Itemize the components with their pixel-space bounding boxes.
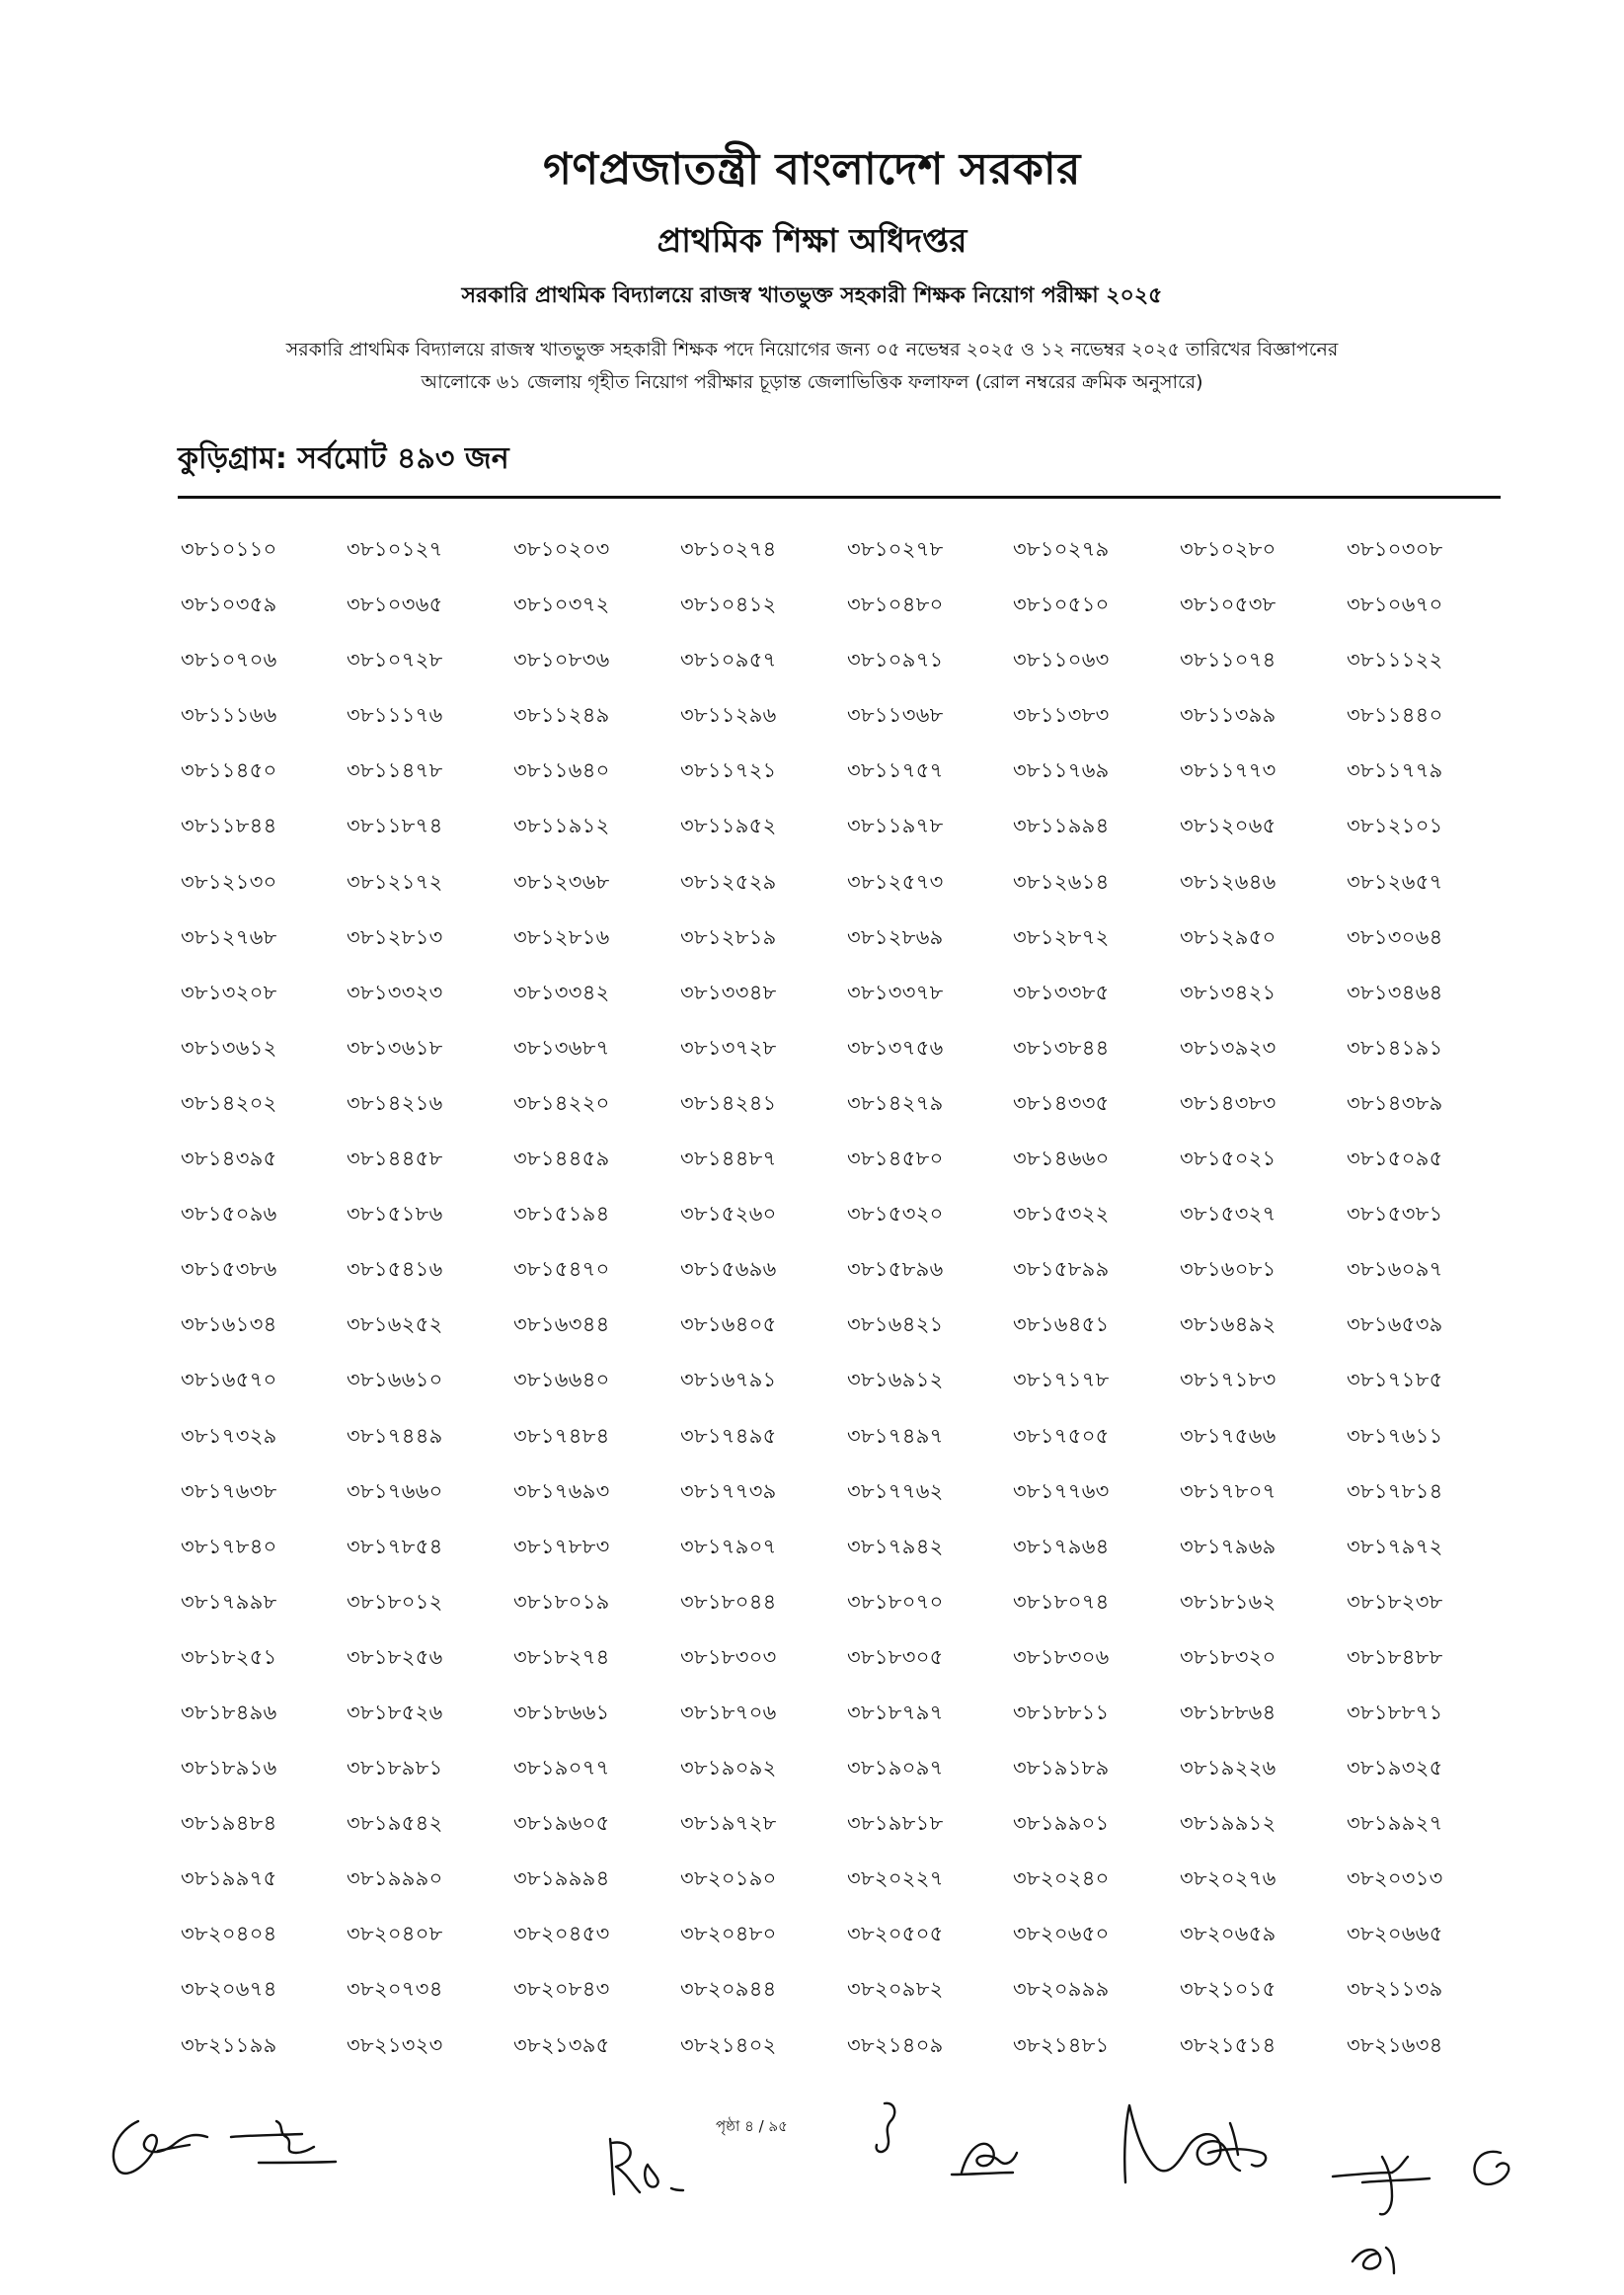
roll-number-cell: ৩৮২০৬৭৪ (181, 1977, 277, 2002)
roll-number-cell: ৩৮১৯১৮৯ (1013, 1756, 1110, 1781)
roll-number-cell: ৩৮১৪৪৮৭ (680, 1147, 777, 1171)
exam-title: সরকারি প্রাথমিক বিদ্যালয়ে রাজস্ব খাতভুক্ত সহকারী শিক্ষক নিয়োগ পরীক্ষা ২০২৫ (461, 283, 1163, 308)
roll-number-cell: ৩৮১৮০৪৪ (680, 1589, 777, 1614)
roll-number-cell: ৩৮১০২৭৯ (1013, 537, 1110, 561)
roll-number-cell: ৩৮১০৩৫৯ (181, 593, 277, 617)
signature-3-icon (602, 2133, 696, 2207)
roll-number-cell: ৩৮১৬২৫২ (347, 1312, 443, 1337)
roll-number-cell: ৩৮১৭৪৪৯ (347, 1423, 443, 1448)
roll-number-cell: ৩৮২১০১৫ (1180, 1977, 1276, 2002)
roll-number-cell: ৩৮১৭৬৬০ (347, 1478, 443, 1503)
roll-number-cell: ৩৮১৯৯০১ (1013, 1811, 1110, 1836)
roll-number-cell: ৩৮১৭৯৬৯ (1180, 1534, 1276, 1558)
roll-number-cell: ৩৮১০১২৭ (347, 537, 443, 561)
roll-number-cell: ৩৮১০৪৮০ (847, 593, 944, 617)
roll-number-cell: ৩৮১১১২২ (1347, 648, 1443, 673)
roll-number-cell: ৩৮১৫৩৮৬ (181, 1257, 277, 1282)
roll-number-cell: ৩৮১৬৯১২ (847, 1368, 944, 1392)
department-title: প্রাথমিক শিক্ষা অধিদপ্তর (657, 221, 967, 260)
notice-line-2: আলোকে ৬১ জেলায় গৃহীত নিয়োগ পরীক্ষার চূড়ান্ত জেলাভিত্তিক ফলাফল (রোল নম্বরের ক্রমিক অনুসারে) (421, 371, 1203, 393)
roll-number-cell: ৩৮১২০৬৫ (1180, 814, 1276, 838)
roll-number-cell: ৩৮১০২৮০ (1180, 537, 1276, 561)
roll-number-cell: ৩৮১৯৮১৮ (847, 1811, 944, 1836)
roll-number-cell: ৩৮১৮৮৭১ (1347, 1700, 1443, 1724)
roll-number-cell: ৩৮১৯২২৬ (1180, 1756, 1276, 1781)
table-row (181, 1198, 1504, 1253)
table-row (181, 866, 1504, 921)
roll-number-cell: ৩৮২০২৪০ (1013, 1866, 1110, 1891)
roll-number-cell: ৩৮২০২২৭ (847, 1866, 944, 1891)
roll-number-cell: ৩৮১৭৯৯৮ (181, 1589, 277, 1614)
roll-number-cell: ৩৮১৬৪৫১ (1013, 1312, 1110, 1337)
table-row (181, 1253, 1504, 1308)
roll-number-cell: ৩৮১৯৯৯৪ (513, 1866, 610, 1891)
roll-number-cell: ৩৮১১৯৯৪ (1013, 814, 1110, 838)
table-row (181, 921, 1504, 977)
roll-number-cell: ৩৮১৪২২০ (513, 1090, 610, 1115)
roll-number-cell: ৩৮১৩৩৪২ (513, 980, 610, 1004)
table-row (181, 1862, 1504, 1918)
roll-number-cell: ৩৮১৭৮৮৩ (513, 1534, 610, 1558)
signature-4-icon (865, 2099, 914, 2164)
roll-number-cell: ৩৮১৬৩৪৪ (513, 1312, 610, 1337)
roll-number-cell: ৩৮১৩৭৫৬ (847, 1035, 944, 1060)
roll-number-cell: ৩৮১৫৮৯৯ (1013, 1257, 1110, 1282)
table-row (181, 644, 1504, 699)
roll-number-cell: ৩৮১৬০৮১ (1180, 1257, 1276, 1282)
roll-number-cell: ৩৮১৩০৬৪ (1347, 924, 1443, 949)
roll-number-cell: ৩৮১৮৩০৫ (847, 1644, 944, 1669)
roll-number-cell: ৩৮১৪৪৫৮ (347, 1147, 443, 1171)
roll-number-cell: ৩৮১৬৫৩৯ (1347, 1312, 1443, 1337)
roll-number-cell: ৩৮১৯৯৭৫ (181, 1866, 277, 1891)
roll-number-cell: ৩৮১৫৩২২ (1013, 1202, 1110, 1227)
roll-number-cell: ৩৮১৭৫৬৬ (1180, 1423, 1276, 1448)
roll-number-cell: ৩৮১১৪৭৮ (347, 758, 443, 783)
roll-number-cell: ৩৮১৩৩৮৫ (1013, 980, 1110, 1004)
roll-number-cell: ৩৮২০৪৫৩ (513, 1922, 610, 1946)
roll-number-cell: ৩৮১৯৯৯০ (347, 1866, 443, 1891)
roll-number-cell: ৩৮১৭৭৩৯ (680, 1478, 777, 1503)
roll-number-cell: ৩৮১০২৭৮ (847, 537, 944, 561)
roll-number-cell: ৩৮১২১৩০ (181, 869, 277, 894)
table-row (181, 1032, 1504, 1087)
roll-number-cell: ৩৮১৬৬১০ (347, 1368, 443, 1392)
roll-number-cell: ৩৮১৩৩৭৮ (847, 980, 944, 1004)
roll-number-cell: ৩৮১১০৬৩ (1013, 648, 1110, 673)
table-row (181, 533, 1504, 589)
roll-number-cell: ৩৮১০৭২৮ (347, 648, 443, 673)
roll-number-cell: ৩৮১২৮১৯ (680, 924, 777, 949)
roll-number-cell: ৩৮১৯৭২৮ (680, 1811, 777, 1836)
roll-number-cell: ৩৮১১৭৭৩ (1180, 758, 1276, 783)
roll-number-cell: ৩৮১২১০১ (1347, 814, 1443, 838)
roll-number-cell: ৩৮২০৯৮২ (847, 1977, 944, 2002)
roll-number-cell: ৩৮১৪২১৬ (347, 1090, 443, 1115)
table-row (181, 1752, 1504, 1807)
table-row (181, 1308, 1504, 1364)
roll-number-cell: ৩৮১০১১০ (181, 537, 277, 561)
roll-number-cell: ৩৮২১৫১৪ (1180, 2032, 1276, 2057)
roll-number-cell: ৩৮১৩৯২৩ (1180, 1035, 1276, 1060)
roll-number-cell: ৩৮১১৯৫২ (680, 814, 777, 838)
table-row (181, 1586, 1504, 1641)
signature-5-icon (948, 2123, 1027, 2182)
notice-text (148, 334, 1476, 399)
roll-number-cell: ৩৮২১৪০২ (680, 2032, 777, 2057)
roll-number-cell: ৩৮১৪৪৫৯ (513, 1147, 610, 1171)
roll-number-cell: ৩৮১৪৩৩৫ (1013, 1090, 1110, 1115)
roll-number-cell: ৩৮১৭৭৬৩ (1013, 1478, 1110, 1503)
roll-number-cell: ৩৮১১৮৭৪ (347, 814, 443, 838)
table-row (181, 1918, 1504, 1973)
roll-number-cell: ৩৮১৮২৩৮ (1347, 1589, 1443, 1614)
table-row (181, 1641, 1504, 1697)
table-row (181, 1973, 1504, 2028)
roll-number-cell: ৩৮১৮৭০৬ (680, 1700, 777, 1724)
table-row (181, 699, 1504, 754)
roll-number-cell: ৩৮১২১৭২ (347, 869, 443, 894)
roll-number-cell: ৩৮১২৮১৩ (347, 924, 443, 949)
roll-number-cell: ৩৮২০৪০৮ (347, 1922, 443, 1946)
roll-number-cell: ৩৮১৫৮৯৬ (847, 1257, 944, 1282)
roll-number-cell: ৩৮১৮১৬২ (1180, 1589, 1276, 1614)
roll-number-cell: ৩৮২১৩৯৫ (513, 2032, 610, 2057)
roll-number-cell: ৩৮১০৯৭১ (847, 648, 944, 673)
roll-number-cell: ৩৮১২৮৭২ (1013, 924, 1110, 949)
roll-number-cell: ৩৮১৭৮১৪ (1347, 1478, 1443, 1503)
roll-number-cell: ৩৮১৪৩৯৫ (181, 1147, 277, 1171)
roll-number-cell: ৩৮১৬৬৪০ (513, 1368, 610, 1392)
roll-number-cell: ৩৮২১৪০৯ (847, 2032, 944, 2057)
roll-number-cell: ৩৮১০৫৩৮ (1180, 593, 1276, 617)
roll-number-cell: ৩৮১৭৬১১ (1347, 1423, 1443, 1448)
roll-number-cell: ৩৮১৮০১৯ (513, 1589, 610, 1614)
roll-number-cell: ৩৮১৮৭৯৭ (847, 1700, 944, 1724)
roll-number-cell: ৩৮১০২০৩ (513, 537, 610, 561)
roll-number-cell: ৩৮১৭১৮৫ (1347, 1368, 1443, 1392)
signature-2-icon (225, 2113, 348, 2182)
signature-1-icon (99, 2101, 232, 2185)
roll-number-cell: ৩৮১৭৩২৯ (181, 1423, 277, 1448)
signature-6-icon (1114, 2084, 1326, 2202)
roll-number-cell: ৩৮১৫৪১৬ (347, 1257, 443, 1282)
roll-number-cell: ৩৮১৯৩২৫ (1347, 1756, 1443, 1781)
roll-number-cell: ৩৮১৭৮০৭ (1180, 1478, 1276, 1503)
roll-number-cell: ৩৮১৮০৭০ (847, 1589, 944, 1614)
roll-number-cell: ৩৮২০৯৯৯ (1013, 1977, 1110, 2002)
roll-number-cell: ৩৮১৭৪৮৪ (513, 1423, 610, 1448)
roll-number-cell: ৩৮২১৪৮১ (1013, 2032, 1110, 2057)
roll-number-cell: ৩৮১৮৯৮১ (347, 1756, 443, 1781)
roll-number-cell: ৩৮১৭৬৩৮ (181, 1478, 277, 1503)
roll-number-cell: ৩৮১৮৯১৬ (181, 1756, 277, 1781)
roll-number-cell: ৩৮১৫১৯৪ (513, 1202, 610, 1227)
roll-number-cell: ৩৮১০৬৭০ (1347, 593, 1443, 617)
roll-number-cell: ৩৮১৫০৯৬ (181, 1202, 277, 1227)
roll-number-cell: ৩৮১৯০৭৭ (513, 1756, 610, 1781)
roll-number-cell: ৩৮১৭৯৪২ (847, 1534, 944, 1558)
roll-number-cell: ৩৮১১০৭৪ (1180, 648, 1276, 673)
roll-number-cell: ৩৮২০৪০৪ (181, 1922, 277, 1946)
table-row (181, 1697, 1504, 1752)
roll-number-cell: ৩৮১১২৪৯ (513, 703, 610, 728)
roll-number-cell: ৩৮১৭৭৬২ (847, 1478, 944, 1503)
roll-number-cell: ৩৮১০৪১২ (680, 593, 777, 617)
roll-number-cell: ৩৮২০৬৫০ (1013, 1922, 1110, 1946)
roll-number-cell: ৩৮১৭৯৭২ (1347, 1534, 1443, 1558)
roll-number-cell: ৩৮১৬০৯৭ (1347, 1257, 1443, 1282)
roll-number-cell: ৩৮১২৫৭৩ (847, 869, 944, 894)
table-row (181, 1475, 1504, 1531)
roll-number-cell: ৩৮১৩৩২৩ (347, 980, 443, 1004)
roll-number-cell: ৩৮১৭৫০৫ (1013, 1423, 1110, 1448)
roll-number-cell: ৩৮১৬৫৭০ (181, 1368, 277, 1392)
roll-number-cell: ৩৮১১৯১২ (513, 814, 610, 838)
roll-number-cell: ৩৮২০২৭৬ (1180, 1866, 1276, 1891)
table-row (181, 1087, 1504, 1143)
roll-number-cell: ৩৮১৭৪৯৫ (680, 1423, 777, 1448)
roll-number-cell: ৩৮১৩৪২১ (1180, 980, 1276, 1004)
roll-number-cell: ৩৮২০৩১৩ (1347, 1866, 1443, 1891)
roll-number-cell: ৩৮১৪৫৮০ (847, 1147, 944, 1171)
roll-number-cell: ৩৮১৫০২১ (1180, 1147, 1276, 1171)
roll-number-cell: ৩৮১৫৩২৭ (1180, 1202, 1276, 1227)
roll-number-cell: ৩৮১৬৭৯১ (680, 1368, 777, 1392)
roll-number-cell: ৩৮১৮৩২০ (1180, 1644, 1276, 1669)
roll-number-cell: ৩৮১৯৪৮৪ (181, 1811, 277, 1836)
table-row (181, 1807, 1504, 1862)
roll-number-cell: ৩৮২০৬৫৯ (1180, 1922, 1276, 1946)
roll-number-cell: ৩৮২০৫০৫ (847, 1922, 944, 1946)
roll-number-cell: ৩৮১৮৩০৩ (680, 1644, 777, 1669)
roll-number-cell: ৩৮১১৭২১ (680, 758, 777, 783)
roll-number-cell: ৩৮১১৯৭৮ (847, 814, 944, 838)
roll-number-cell: ৩৮১৩৩৪৮ (680, 980, 777, 1004)
roll-number-cell: ৩৮১১৩৮৩ (1013, 703, 1110, 728)
roll-number-cell: ৩৮১৮৮১১ (1013, 1700, 1110, 1724)
roll-number-cell: ৩৮১১২৯৬ (680, 703, 777, 728)
heading-divider (178, 496, 1501, 499)
table-row (181, 1364, 1504, 1419)
table-row (181, 589, 1504, 644)
roll-number-cell: ৩৮১২৭৬৮ (181, 924, 277, 949)
roll-number-cell: ৩৮১৮৬৬১ (513, 1700, 610, 1724)
roll-number-cell: ৩৮১৮০৭৪ (1013, 1589, 1110, 1614)
roll-number-cell: ৩৮১৩৬১৮ (347, 1035, 443, 1060)
roll-number-cell: ৩৮১১৭৭৯ (1347, 758, 1443, 783)
roll-number-cell: ৩৮১৫৬৯৬ (680, 1257, 777, 1282)
roll-number-cell: ৩৮১৬১৩৪ (181, 1312, 277, 1337)
roll-number-cell: ৩৮১২৮১৬ (513, 924, 610, 949)
roll-number-cell: ৩৮১২৬৪৬ (1180, 869, 1276, 894)
roll-number-cell: ৩৮১৮২৫৬ (347, 1644, 443, 1669)
roll-number-cell: ৩৮২০৭৩৪ (347, 1977, 443, 2002)
roll-number-cell: ৩৮১৮৫২৬ (347, 1700, 443, 1724)
roll-number-cell: ৩৮১২৩৬৮ (513, 869, 610, 894)
page-number: পৃষ্ঠা ৪ / ৯৫ (716, 2117, 788, 2135)
roll-number-cell: ৩৮১০৩০৮ (1347, 537, 1443, 561)
roll-number-cell: ৩৮১০৩৭২ (513, 593, 610, 617)
roll-number-cell: ৩৮২০১৯০ (680, 1866, 777, 1891)
roll-number-cell: ৩৮১৫২৬০ (680, 1202, 777, 1227)
roll-number-grid (181, 533, 1504, 2085)
roll-number-cell: ৩৮১৮২৭৪ (513, 1644, 610, 1669)
roll-number-cell: ৩৮১০৮৩৬ (513, 648, 610, 673)
roll-number-cell: ৩৮১৭৬৯৩ (513, 1478, 610, 1503)
roll-number-cell: ৩৮১১১৭৬ (347, 703, 443, 728)
roll-number-cell: ৩৮১৪১৯১ (1347, 1035, 1443, 1060)
roll-number-cell: ৩৮১২৫২৯ (680, 869, 777, 894)
roll-number-cell: ৩৮১৭১৮৩ (1180, 1368, 1276, 1392)
table-row (181, 810, 1504, 865)
roll-number-cell: ৩৮১৬৪২১ (847, 1312, 944, 1337)
roll-number-cell: ৩৮২০৪৮০ (680, 1922, 777, 1946)
roll-number-cell: ৩৮১১৪৫০ (181, 758, 277, 783)
table-row (181, 2029, 1504, 2085)
roll-number-cell: ৩৮১০৭০৬ (181, 648, 277, 673)
roll-number-cell: ৩৮১৪২৭৯ (847, 1090, 944, 1115)
roll-number-cell: ৩৮১৯৯১২ (1180, 1811, 1276, 1836)
roll-number-cell: ৩৮১৩৬৮৭ (513, 1035, 610, 1060)
roll-number-cell: ৩৮১০৩৬৫ (347, 593, 443, 617)
roll-number-cell: ৩৮১০৫১০ (1013, 593, 1110, 617)
roll-number-cell: ৩৮১৪২৪১ (680, 1090, 777, 1115)
roll-number-cell: ৩৮১৮৩০৬ (1013, 1644, 1110, 1669)
roll-number-cell: ৩৮১২৮৬৯ (847, 924, 944, 949)
roll-number-cell: ৩৮১৯০৯২ (680, 1756, 777, 1781)
roll-number-cell: ৩৮১৩২০৮ (181, 980, 277, 1004)
roll-number-cell: ৩৮১৭৯০৭ (680, 1534, 777, 1558)
table-row (181, 1143, 1504, 1198)
table-row (181, 1420, 1504, 1475)
roll-number-cell: ৩৮১৮৮৬৪ (1180, 1700, 1276, 1724)
roll-number-cell: ৩৮১৭৮৪০ (181, 1534, 277, 1558)
roll-number-cell: ৩৮১৯৯২৭ (1347, 1811, 1443, 1836)
roll-number-cell: ৩৮২১৬৩৪ (1347, 2032, 1443, 2057)
roll-number-cell: ৩৮১১৭৫৭ (847, 758, 944, 783)
roll-number-cell: ৩৮১৯৬০৫ (513, 1811, 610, 1836)
roll-number-cell: ৩৮১৫১৮৬ (347, 1202, 443, 1227)
roll-number-cell: ৩৮১২৬১৪ (1013, 869, 1110, 894)
roll-number-cell: ৩৮২০৯৪৪ (680, 1977, 777, 2002)
roll-number-cell: ৩৮১৫৩৮১ (1347, 1202, 1443, 1227)
roll-number-cell: ৩৮২০৮৪৩ (513, 1977, 610, 2002)
notice-line-1: সরকারি প্রাথমিক বিদ্যালয়ে রাজস্ব খাতভুক্ত সহকারী শিক্ষক পদে নিয়োগের জন্য ০৫ নভেম্বর ২০২৫ ও ১২ নভেম্বর ২০২৫ তারিখের বিজ্ঞাপনের (285, 339, 1339, 360)
roll-number-cell: ৩৮১১৮৪৪ (181, 814, 277, 838)
roll-number-cell: ৩৮১৫০৯৫ (1347, 1147, 1443, 1171)
district-heading: কুড়িগ্রাম: সর্বমোট ৪৯৩ জন (178, 441, 509, 476)
roll-number-cell: ৩৮১৩৪৬৪ (1347, 980, 1443, 1004)
roll-number-cell: ৩৮১৫৪৭০ (513, 1257, 610, 1282)
roll-number-cell: ৩৮১৭৪৯৭ (847, 1423, 944, 1448)
roll-number-cell: ৩৮১২৬৫৭ (1347, 869, 1443, 894)
roll-number-cell: ৩৮১৩৭২৮ (680, 1035, 777, 1060)
roll-number-cell: ৩৮২১১৩৯ (1347, 1977, 1443, 2002)
roll-number-cell: ৩৮১৭৯৬৪ (1013, 1534, 1110, 1558)
roll-number-cell: ৩৮১৬৪৯২ (1180, 1312, 1276, 1337)
roll-number-cell: ৩৮১১৭৬৯ (1013, 758, 1110, 783)
roll-number-cell: ৩৮১৬৪০৫ (680, 1312, 777, 1337)
roll-number-cell: ৩৮১১১৬৬ (181, 703, 277, 728)
roll-number-cell: ৩৮১৮৪৯৬ (181, 1700, 277, 1724)
roll-number-cell: ৩৮১৯০৯৭ (847, 1756, 944, 1781)
roll-number-cell: ৩৮১১৪৪০ (1347, 703, 1443, 728)
roll-number-cell: ৩৮১১৩৯৯ (1180, 703, 1276, 728)
roll-number-cell: ৩৮১৪৩৮৯ (1347, 1090, 1443, 1115)
government-title: গণপ্রজাতন্ত্রী বাংলাদেশ সরকার (543, 144, 1081, 195)
table-row (181, 977, 1504, 1032)
roll-number-cell: ৩৮১৪২০২ (181, 1090, 277, 1115)
roll-number-cell: ৩৮১৮৪৮৮ (1347, 1644, 1443, 1669)
roll-number-cell: ৩৮১৮২৫১ (181, 1644, 277, 1669)
roll-number-cell: ৩৮১০২৭৪ (680, 537, 777, 561)
roll-number-cell: ৩৮১৪৬৬০ (1013, 1147, 1110, 1171)
roll-number-cell: ৩৮২০৬৬৫ (1347, 1922, 1443, 1946)
roll-number-cell: ৩৮১১৬৪০ (513, 758, 610, 783)
roll-number-cell: ৩৮১৫৩২০ (847, 1202, 944, 1227)
roll-number-cell: ৩৮১৮০১২ (347, 1589, 443, 1614)
roll-number-cell: ৩৮১৪৩৮৩ (1180, 1090, 1276, 1115)
roll-number-cell: ৩৮১৭১৭৮ (1013, 1368, 1110, 1392)
signature-7-icon (1323, 2123, 1535, 2291)
roll-number-cell: ৩৮১৯৫৪২ (347, 1811, 443, 1836)
roll-number-cell: ৩৮২১১৯৯ (181, 2032, 277, 2057)
roll-number-cell: ৩৮১৭৮৫৪ (347, 1534, 443, 1558)
roll-number-cell: ৩৮১০৯৫৭ (680, 648, 777, 673)
roll-number-cell: ৩৮১৩৬১২ (181, 1035, 277, 1060)
roll-number-cell: ৩৮১৩৮৪৪ (1013, 1035, 1110, 1060)
table-row (181, 754, 1504, 810)
table-row (181, 1531, 1504, 1586)
roll-number-cell: ৩৮১২৯৫০ (1180, 924, 1276, 949)
roll-number-cell: ৩৮২১৩২৩ (347, 2032, 443, 2057)
roll-number-cell: ৩৮১১৩৬৮ (847, 703, 944, 728)
